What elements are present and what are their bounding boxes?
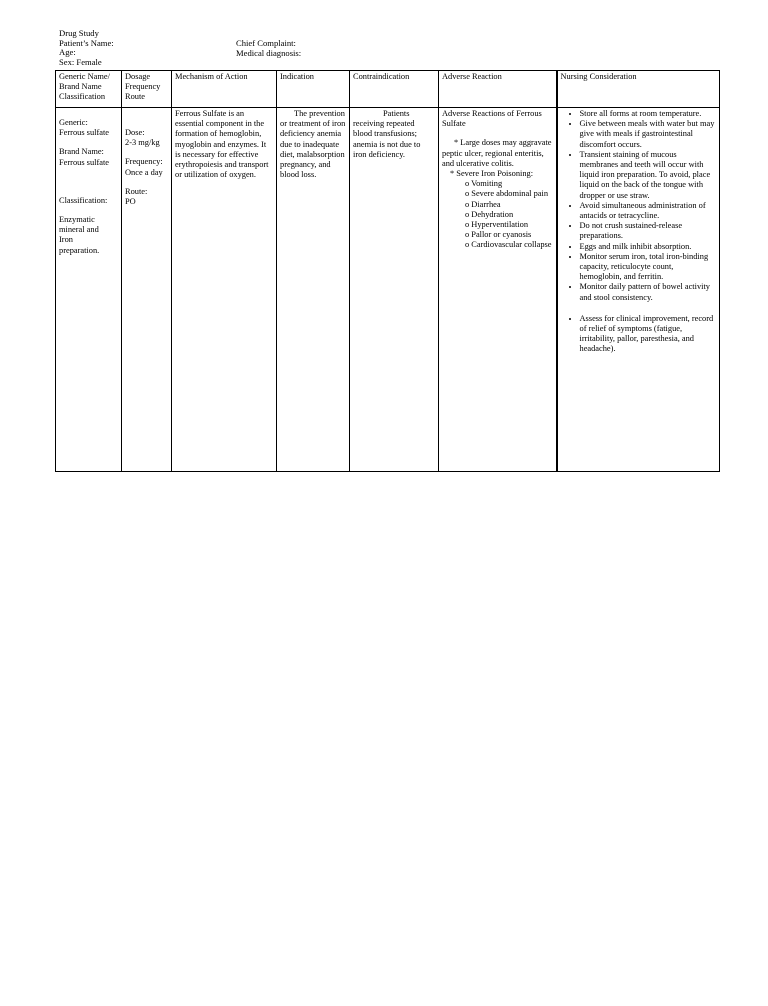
list-item: • Give between meals with water but may give with meals if gastrointestinal discomfort occurs.	[580, 119, 717, 150]
route-label: Route:	[125, 186, 148, 196]
cell-mechanism: Ferrous Sulfate is an essential component in the formation of hemoglobin, myoglobin and enzymes. It is necessary for effective erythropoiesis and transport or utilization of oxygen.	[172, 108, 277, 472]
header-mechanism: Mechanism of Action	[172, 71, 277, 108]
adverse-large-doses: * Large doses may aggravate peptic ulcer, regional enteritis, and ulcerative colitis.	[442, 138, 552, 168]
header-left	[59, 29, 114, 67]
table-row	[56, 108, 720, 472]
list-item: • Do not crush sustained-release preparations.	[580, 221, 717, 241]
list-item: • Assess for clinical improvement, record of relief of symptoms (fatigue, irritability, pallor, paresthesia, and headache).	[580, 314, 717, 355]
medical-diagnosis-label: Medical diagnosis:	[236, 47, 302, 58]
adverse-item: o Vomiting	[465, 179, 503, 189]
adverse-item: o Severe abdominal pain	[465, 189, 549, 199]
cell-dosage	[122, 108, 172, 472]
brand-value: Ferrous sulfate	[59, 157, 110, 167]
brand-label: Brand Name:	[59, 147, 104, 157]
generic-value: Ferrous sulfate	[59, 128, 110, 138]
header-dosage: Dosage Frequency Route	[122, 71, 172, 108]
age-label: Age:	[59, 47, 76, 58]
cell-generic	[56, 108, 122, 472]
classification-value-1: Enzymatic	[59, 215, 95, 225]
header-adverse: Adverse Reaction	[439, 71, 557, 108]
adverse-item: o Dehydration	[465, 209, 514, 219]
nursing-list	[561, 109, 717, 355]
adverse-item: o Diarrhea	[465, 199, 501, 209]
adverse-item: o Pallor or cyanosis	[465, 230, 532, 240]
route-value: PO	[125, 197, 136, 207]
cell-adverse	[439, 108, 557, 472]
list-item: • Transient staining of mucous membranes and teeth will occur with liquid iron preparation. To avoid, place liquid on the back of the tongue with dropper or use straw.	[580, 150, 717, 201]
table-header-row	[56, 71, 720, 108]
cell-nursing	[557, 108, 720, 472]
cell-contraindication	[350, 108, 439, 472]
adverse-title: Adverse Reactions of Ferrous Sulfate	[442, 109, 542, 129]
classification-value-2: mineral and	[59, 225, 99, 235]
adverse-item: o Hyperventilation	[465, 220, 529, 230]
cell-indication: The prevention or treatment of iron deficiency anemia due to inadequate diet, malabsorption pregnancy, and blood loss.	[277, 108, 350, 472]
list-item: • Avoid simultaneous administration of antacids or tetracycline.	[580, 201, 717, 221]
chief-complaint-label: Chief Complaint:	[236, 38, 296, 48]
adverse-severe-heading: * Severe Iron Poisoning:	[450, 169, 534, 179]
document-title: Drug Study	[59, 28, 99, 38]
list-item: • Monitor serum iron, total iron-binding capacity, reticulocyte count, hemoglobin, and ferritin.	[580, 252, 717, 283]
generic-label: Generic:	[59, 118, 88, 127]
header-nursing: Nursing Consideration	[557, 71, 720, 108]
classification-value-4: preparation.	[59, 245, 100, 255]
list-item: • Store all forms at room temperature.	[580, 109, 717, 119]
classification-label: Classification:	[59, 195, 108, 205]
classification-value-3: Iron	[59, 235, 73, 245]
drug-study-table	[55, 70, 720, 472]
header-right	[236, 39, 301, 58]
sex-line: Sex: Female	[59, 56, 102, 67]
frequency-label: Frequency:	[125, 157, 163, 167]
header-generic: Generic Name/ Brand Name Classification	[56, 71, 122, 108]
dose-value: 2-3 mg/kg	[125, 138, 160, 148]
contraindication-text: Patients receiving repeated blood transfusions; anemia is not due to iron deficiency.	[353, 109, 421, 159]
header-indication: Indication	[277, 71, 350, 108]
header-contraindication: Contraindication	[350, 71, 439, 108]
dose-label: Dose:	[125, 128, 145, 137]
patient-name-label: Patient’s Name:	[59, 37, 114, 48]
list-item: • Eggs and milk inhibit absorption.	[580, 242, 717, 252]
list-item: • Monitor daily pattern of bowel activity and stool consistency.	[580, 282, 717, 302]
adverse-item: o Cardiovascular collapse	[465, 240, 552, 250]
frequency-value: Once a day	[125, 167, 163, 177]
